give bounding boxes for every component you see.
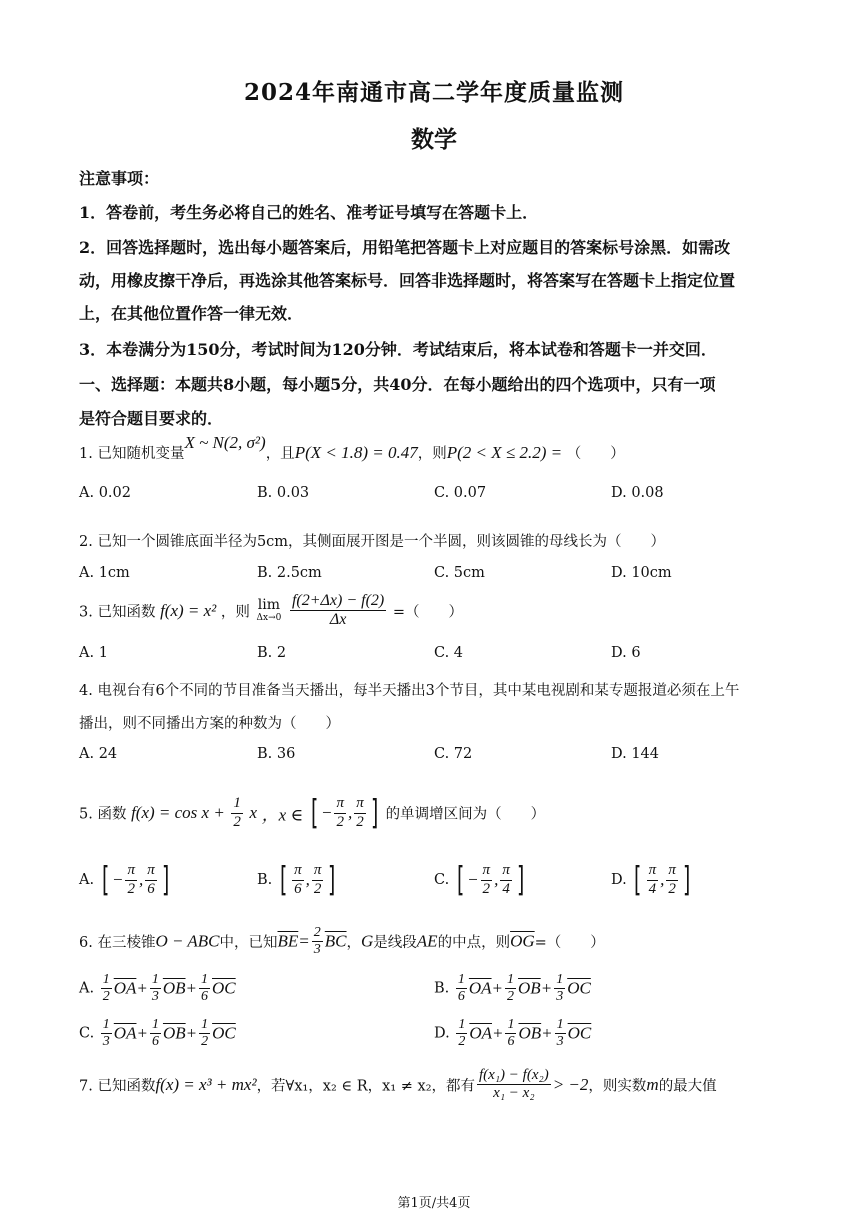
q6-option-d-coef-1: $\frac{1}{2}$ <box>458 1017 466 1050</box>
q5-d-hi-den: 2 <box>668 880 676 897</box>
q1-answer-paren: （ ） <box>566 446 625 462</box>
q7-text-2: ，则实数 <box>588 1078 647 1095</box>
q3-option-b: B. 2 <box>257 645 287 661</box>
q5-function: f(x) = cos x + <box>131 803 225 822</box>
q6-coef-den: 3 <box>313 942 321 958</box>
q7-slope <box>477 1067 551 1103</box>
q4-option-c: C. 72 <box>434 746 473 762</box>
q5-d-hi-num: π <box>666 862 678 880</box>
q5-option-a-label: A. <box>79 872 95 888</box>
q5-domain-low <box>334 795 346 831</box>
section-heading-line-1: 一、选择题：本题共8小题，每小题5分，共40分．在每小题给出的四个选项中，只有一项 <box>79 375 716 394</box>
q6-point-g: G <box>361 931 374 951</box>
q5-answer-paren: 的单调增区间为（ ） <box>385 806 546 823</box>
q5-c-lo-den: 2 <box>482 880 491 897</box>
q6-option-a-coef-1: $\frac{1}{2}$ <box>102 972 110 1005</box>
q5-right-bracket-icon: ] <box>370 793 378 833</box>
q6-option-b-label: B. <box>434 980 450 997</box>
q6-option-c-coef-2: $\frac{1}{6}$ <box>151 1017 159 1050</box>
q2-option-b: B. 2.5cm <box>257 565 322 581</box>
note-3: 3．本卷满分为150分，考试时间为120分钟．考试结束后，将本试卷和答题卡一并交回． <box>79 340 717 359</box>
q6-option-c-label: C. <box>79 1025 95 1042</box>
q6-option-d-label: D. <box>434 1025 450 1042</box>
q3-option-c: C. 4 <box>434 645 464 661</box>
q5-d-lo-den: 4 <box>648 880 657 897</box>
q6-vector-og: $\overline{OG}$ <box>510 931 535 951</box>
q6-option-d-coef-3: $\frac{1}{3}$ <box>556 1017 564 1050</box>
q5-a-neg: − <box>111 870 124 889</box>
q1-option-c: C. 0.07 <box>434 485 487 501</box>
q5-c-hi-den: 4 <box>502 880 510 897</box>
q6-option-c-coef-3: $\frac{1}{2}$ <box>201 1017 209 1050</box>
q6-option-d-coef-2: $\frac{1}{6}$ <box>507 1017 515 1050</box>
q6-segment-ae: AE <box>416 931 438 951</box>
q1-option-b: B. 0.03 <box>257 485 310 501</box>
q6-option-c-coef-1: $\frac{1}{3}$ <box>102 1017 110 1050</box>
q6-prefix: 6. 在三棱锥 <box>79 935 156 952</box>
q5-domain-high <box>354 795 366 831</box>
q1-text-2: ，则 <box>417 446 447 462</box>
q3-lim-word: lim <box>257 597 281 614</box>
q5-option-b: B. [ $\frac{\pi}{6}$ , $\frac{\pi}{2}$ ] <box>257 860 336 900</box>
q5-half <box>231 795 243 831</box>
q5-a-hi-num: π <box>145 862 157 880</box>
q7-m: m <box>646 1074 659 1094</box>
q3-lim-sub: Δx→0 <box>256 612 282 623</box>
q6-vector-bc: $\overline{BC}$ <box>324 931 347 951</box>
q6-option-b-coef-3: $\frac{1}{3}$ <box>556 972 564 1005</box>
q6-option-c-vector-1: $\overline{OA}$ <box>113 1023 137 1043</box>
q5-b-hi-num: π <box>312 862 324 880</box>
question-4-line-1: 4. 电视台有6个不同的节目准备当天播出，每半天播出3个节目，其中某电视剧和某专题报道必须在上午 <box>79 683 740 699</box>
q2-option-c: C. 5cm <box>434 565 485 581</box>
q4-option-b: B. 36 <box>257 746 296 762</box>
question-4-line-2: 播出，则不同播出方案的种数为（ ） <box>79 716 340 732</box>
page-footer: 第1页/共4页 <box>397 1196 471 1211</box>
question-6 <box>79 925 605 958</box>
q3-prefix: 3. 已知函数 <box>79 604 156 621</box>
q5-half-num: 1 <box>231 795 243 813</box>
exam-subject: 数学 <box>411 126 457 153</box>
q6-option-a-coef-2: $\frac{1}{3}$ <box>151 972 159 1005</box>
q6-option-d-vector-3: $\overline{OC}$ <box>567 1023 592 1043</box>
q5-option-c: C. [ − $\frac{\pi}{2}$ , $\frac{\pi}{4}$ ] <box>434 860 525 900</box>
q5-lo-num: π <box>334 795 346 813</box>
q3-answer-paren: =（ ） <box>392 604 464 621</box>
q6-vector-be: $\overline{BE}$ <box>277 931 299 951</box>
q5-c-hi-num: π <box>500 862 512 880</box>
q6-text: 中，已知 <box>219 935 278 952</box>
q1-option-a: A. 0.02 <box>79 485 131 501</box>
q6-option-c-vector-2: $\overline{OB}$ <box>162 1023 186 1043</box>
q6-option-d: D. $\frac{1}{2}$ $\overline{OA}+$ $\frac{1}{6}$ $\overline{OB}+$ $\frac{1}{3}$ $\overline{OC}$ <box>434 1017 592 1050</box>
q5-domain: ，x ∈ <box>261 805 304 825</box>
q6-option-b: B. $\frac{1}{6}$ $\overline{OA}+$ $\frac{1}{2}$ $\overline{OB}+$ $\frac{1}{3}$ $\overline{OC}$ <box>434 972 591 1005</box>
q6-tetrahedron: O − ABC <box>155 931 220 951</box>
q3-function: f(x) = x² <box>160 600 217 620</box>
q3-option-d: D. 6 <box>611 645 641 661</box>
notes-heading: 注意事项： <box>79 169 160 188</box>
q6-option-b-coef-2: $\frac{1}{2}$ <box>507 972 515 1005</box>
q6-option-b-vector-3: $\overline{OC}$ <box>567 978 591 998</box>
q6-option-a: A. $\frac{1}{2}$ $\overline{OA}+$ $\frac{1}{3}$ $\overline{OB}+$ $\frac{1}{6}$ $\overline{OC}$ <box>79 972 236 1005</box>
q6-option-a-vector-3: $\overline{OC}$ <box>212 978 236 998</box>
q7-prefix: 7. 已知函数 <box>79 1078 156 1095</box>
q6-option-b-vector-1: $\overline{OA}$ <box>468 978 492 998</box>
q4-option-a: A. 24 <box>79 746 118 762</box>
note-2-line-2: 动，用橡皮擦干净后，再选涂其他答案标号．回答非选择题时，将答案写在答题卡上指定位置 <box>79 271 736 290</box>
q5-hi-den: 2 <box>356 813 364 830</box>
q6-coef-num: 2 <box>312 925 323 942</box>
note-2-line-3: 上，在其他位置作答一律无效． <box>79 304 304 323</box>
question-5: 5. 函数 f(x) = cos x + $\frac{1}{2}$ x ，x ∈ [ − $\frac{\pi}{2}$ , $\frac{\pi}{2}$ ] 的单调增区间为（ ） <box>79 793 546 833</box>
q3-limit <box>257 598 282 623</box>
q2-option-a: A. 1cm <box>79 565 130 581</box>
q5-x: x <box>249 803 258 822</box>
question-3 <box>79 592 463 630</box>
q1-condition: P(X < 1.8) = 0.47 <box>294 443 418 462</box>
q5-d-lo-num: π <box>647 862 659 880</box>
q5-left-bracket-icon: [ <box>310 793 318 833</box>
q5-a-lo-num: π <box>125 862 137 880</box>
q3-numerator: f(2+Δx) − f(2) <box>290 592 386 611</box>
q7-tail: 的最大值 <box>658 1078 717 1095</box>
q7-function: f(x) = x³ + mx² <box>155 1074 257 1094</box>
q1-distribution: X ~ N(2, σ²) <box>184 433 266 452</box>
q6-option-c: C. $\frac{1}{3}$ $\overline{OA}+$ $\frac{1}{6}$ $\overline{OB}+$ $\frac{1}{2}$ $\overline{OC}$ <box>79 1017 236 1050</box>
q6-text-2: 是线段 <box>373 935 417 952</box>
q5-option-c-label: C. <box>434 872 450 888</box>
q5-b-lo-den: 6 <box>294 880 302 897</box>
q5-prefix: 5. 函数 <box>79 806 127 823</box>
q5-b-hi-den: 2 <box>313 880 322 897</box>
q5-b-lo-num: π <box>292 862 304 880</box>
q6-answer-paren: =（ ） <box>534 935 605 952</box>
q4-option-d: D. 144 <box>611 746 660 762</box>
q5-lo-den: 2 <box>336 813 344 830</box>
q6-option-a-vector-1: $\overline{OA}$ <box>113 978 137 998</box>
q5-half-den: 2 <box>233 813 241 830</box>
q5-a-lo-den: 2 <box>127 880 135 897</box>
q5-hi-num: π <box>354 795 366 813</box>
q6-option-c-vector-3: $\overline{OC}$ <box>212 1023 236 1043</box>
q3-difference-quotient <box>290 592 386 630</box>
q6-option-a-coef-3: $\frac{1}{6}$ <box>201 972 209 1005</box>
q6-option-d-vector-2: $\overline{OB}$ <box>518 1023 542 1043</box>
q1-text: ，且 <box>265 446 295 462</box>
q6-option-a-label: A. <box>79 980 95 997</box>
q3-option-a: A. 1 <box>79 645 108 661</box>
q7-denominator: x₁ − x₂ <box>493 1085 535 1102</box>
section-heading-line-2: 是符合题目要求的． <box>79 409 224 428</box>
q5-option-b-label: B. <box>257 872 273 888</box>
question-2: 2. 已知一个圆锥底面半径为5cm，其侧面展开图是一个半圆，则该圆锥的母线长为（ ） <box>79 534 666 550</box>
q5-a-hi-den: 6 <box>147 880 155 897</box>
q3-text: ，则 <box>220 604 250 621</box>
q5-c-lo-num: π <box>481 862 493 880</box>
question-1 <box>79 433 625 463</box>
q6-option-a-vector-2: $\overline{OB}$ <box>162 978 186 998</box>
q7-text: ，若∀x₁，x₂ ∈ R，x₁ ≠ x₂，都有 <box>256 1078 476 1095</box>
note-2-line-1: 2．回答选择题时，选出每小题答案后，用铅笔把答题卡上对应题目的答案标号涂黑．如需改 <box>79 238 731 257</box>
q6-option-b-coef-1: $\frac{1}{6}$ <box>457 972 465 1005</box>
q6-option-d-vector-1: $\overline{OA}$ <box>469 1023 492 1043</box>
q7-numerator: f(x₁) − f(x₂) <box>477 1067 551 1085</box>
q1-target: P(2 < X ≤ 2.2) = <box>446 443 563 462</box>
q1-option-d: D. 0.08 <box>611 485 664 501</box>
note-1: 1．答卷前，考生务必将自己的姓名、准考证号填写在答题卡上． <box>79 203 539 222</box>
q2-option-d: D. 10cm <box>611 565 672 581</box>
q5-c-neg: − <box>467 870 479 889</box>
q5-option-a: A. [ − $\frac{\pi}{2}$ , $\frac{\pi}{6}$ ] <box>79 860 170 900</box>
q1-prefix: 1. 已知随机变量 <box>79 446 185 462</box>
q6-comma: ， <box>346 935 362 952</box>
q3-denominator: Δx <box>329 611 347 629</box>
q7-bound: > −2 <box>552 1074 589 1094</box>
q5-option-d: D. [ $\frac{\pi}{4}$ , $\frac{\pi}{2}$ ] <box>611 860 691 900</box>
question-7 <box>79 1067 717 1103</box>
q6-option-b-vector-2: $\overline{OB}$ <box>518 978 541 998</box>
q6-text-3: 的中点，则 <box>437 935 511 952</box>
q6-equals: = <box>298 931 310 951</box>
exam-title: 2024年南通市高二学年度质量监测 <box>243 79 624 106</box>
q5-option-d-label: D. <box>611 872 627 888</box>
